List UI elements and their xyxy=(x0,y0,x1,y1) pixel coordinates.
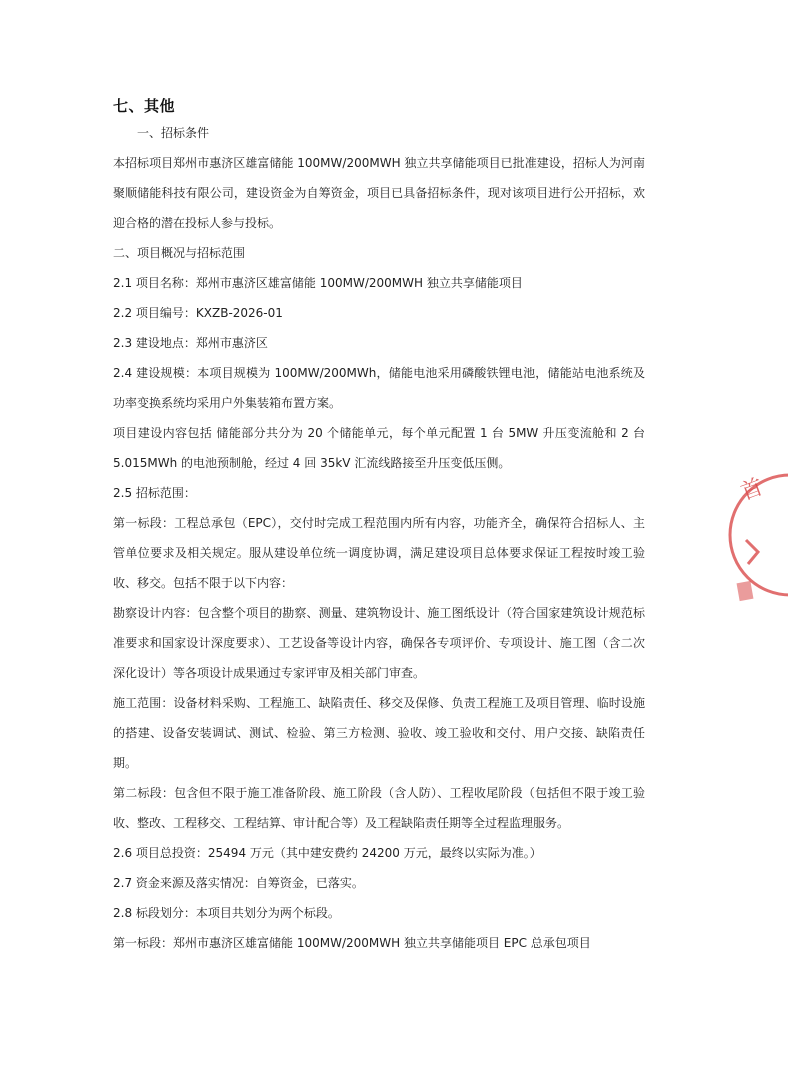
seal-character: 首 xyxy=(737,474,767,506)
document-body xyxy=(113,118,645,958)
item-project-number: 2.2 项目编号：KXZB-2026-01 xyxy=(113,306,283,320)
item-lot-division: 2.8 标段划分：本项目共划分为两个标段。 xyxy=(113,906,340,920)
heading-bidding-conditions: 一、招标条件 xyxy=(137,126,210,140)
paragraph-construction-scope: 施工范围：设备材料采购、工程施工、缺陷责任、移交及保修、负责工程施工及项目管理、临时设施的搭建、设备安装调试、测试、检验、第三方检测、验收、竣工验收和交付、用户交接、缺陷责任期。 xyxy=(113,696,645,770)
item-construction-site: 2.3 建设地点：郑州市惠济区 xyxy=(113,336,268,350)
red-seal-stamp xyxy=(728,460,788,610)
item-construction-scale: 2.4 建设规模：本项目规模为 100MW/200MWh，储能电池采用磷酸铁锂电池，储能站电池系统及功率变换系统均采用户外集装箱布置方案。 xyxy=(113,366,645,410)
heading-project-overview: 二、项目概况与招标范围 xyxy=(113,246,246,260)
paragraph-lot-one-name: 第一标段：郑州市惠济区雄富储能 100MW/200MWH 独立共享储能项目 EPC 总承包项目 xyxy=(113,936,591,950)
paragraph-lot-two-scope: 第二标段：包含但不限于施工准备阶段、施工阶段（含人防）、工程收尾阶段（包括但不限于竣工验收、整改、工程移交、工程结算、审计配合等）及工程缺陷责任期等全过程监理服务。 xyxy=(113,786,645,830)
paragraph-lot-one-scope: 第一标段：工程总承包（EPC），交付时完成工程范围内所有内容，功能齐全，确保符合招标人、主管单位要求及相关规定。服从建设单位统一调度协调，满足建设项目总体要求保证工程按时竣工验收、移交。包括不限于以下内容： xyxy=(113,516,645,590)
paragraph-construction-content: 项目建设内容包括 储能部分共分为 20 个储能单元，每个单元配置 1 台 5MW 升压变流舱和 2 台 5.015MWh 的电池预制舱，经过 4 回 35kV 汇流线路接至升压变低压侧。 xyxy=(113,426,645,470)
item-total-investment: 2.6 项目总投资：25494 万元（其中建安费约 24200 万元，最终以实际为准。） xyxy=(113,846,542,860)
item-project-name: 2.1 项目名称：郑州市惠济区雄富储能 100MW/200MWH 独立共享储能项目 xyxy=(113,276,523,290)
item-bidding-scope: 2.5 招标范围： xyxy=(113,486,196,500)
paragraph-survey-design: 勘察设计内容：包含整个项目的勘察、测量、建筑物设计、施工图纸设计（符合国家建筑设计规范标准要求和国家设计深度要求）、工艺设备等设计内容，确保各专项评价、专项设计、施工图（含二次深化设计）等各项设计成果通过专家评审及相关部门审查。 xyxy=(113,606,645,680)
item-funding-source: 2.7 资金来源及落实情况：自筹资金，已落实。 xyxy=(113,876,364,890)
paragraph-bidding-conditions: 本招标项目郑州市惠济区雄富储能 100MW/200MWH 独立共享储能项目已批准建设，招标人为河南聚顺储能科技有限公司，建设资金为自筹资金，项目已具备招标条件，现对该项目进行公开招标，欢迎合格的潜在投标人参与投标。 xyxy=(113,156,645,230)
section-title: 七、其他 xyxy=(113,97,176,115)
